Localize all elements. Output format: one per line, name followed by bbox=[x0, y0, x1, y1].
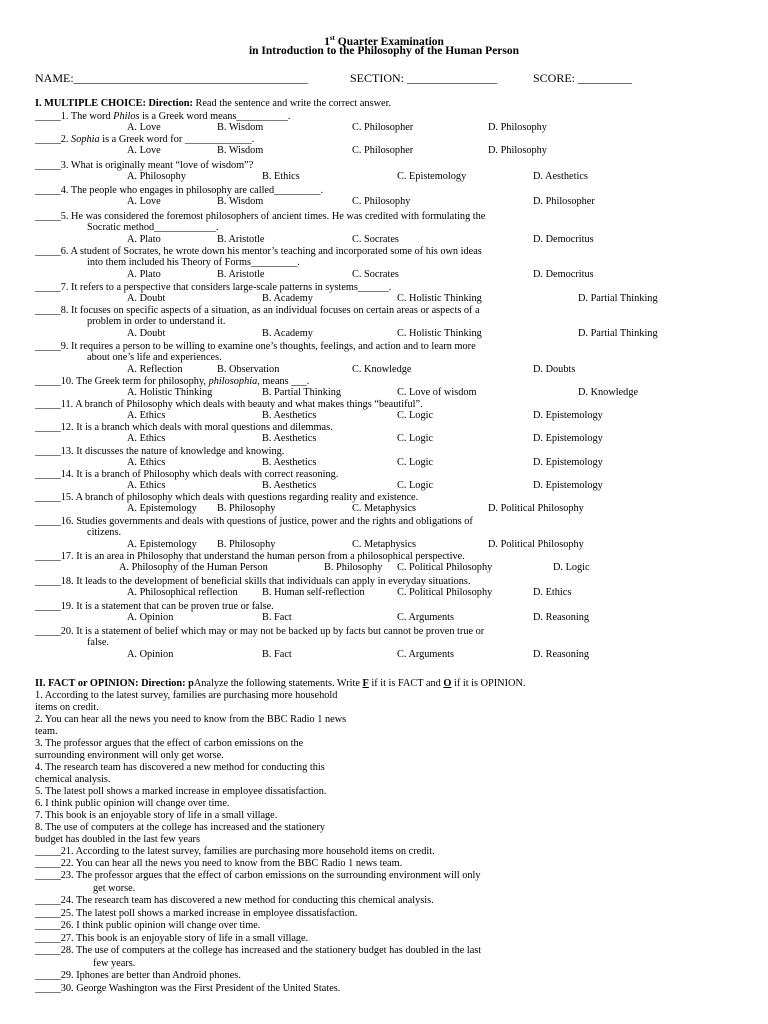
fact-opinion-line-17: get worse. bbox=[93, 883, 136, 894]
question-7-option-c: C. Holistic Thinking bbox=[397, 293, 482, 304]
question-20-option-c: C. Arguments bbox=[397, 649, 455, 660]
fact-opinion-line-13: budget has doubled in the last few years bbox=[35, 834, 200, 845]
question-20-continued: false. bbox=[87, 637, 110, 648]
question-13: _____13. It discusses the nature of knowledge and knowing. bbox=[35, 446, 285, 457]
question-4-option-b: B. Wisdom bbox=[217, 196, 264, 207]
fact-opinion-line-18: _____24. The research team has discovered a new method for conducting this chemical analysis. bbox=[35, 895, 434, 906]
question-12: _____12. It is a branch which deals with moral questions and dilemmas. bbox=[35, 422, 333, 433]
question-1-option-a: A. Love bbox=[127, 122, 161, 133]
fact-opinion-line-25: _____30. George Washington was the First President of the United States. bbox=[35, 983, 341, 994]
fact-opinion-line-15: _____22. You can hear all the news you need to know from the BBC Radio 1 news team. bbox=[35, 858, 403, 869]
question-17-option-a: A. Philosophy of the Human Person bbox=[119, 562, 268, 573]
question-2-option-b: B. Wisdom bbox=[217, 145, 264, 156]
question-16-option-b: B. Philosophy bbox=[217, 539, 276, 550]
question-11-option-c: C. Logic bbox=[397, 410, 434, 421]
question-12-option-d: D. Epistemology bbox=[533, 433, 603, 444]
question-15-option-b: B. Philosophy bbox=[217, 503, 276, 514]
question-14: _____14. It is a branch of Philosophy which deals with correct reasoning. bbox=[35, 469, 339, 480]
fact-opinion-line-10: 6. I think public opinion will change over time. bbox=[35, 798, 230, 809]
question-4-option-a: A. Love bbox=[127, 196, 161, 207]
fact-opinion-line-6: surrounding environment will only get worse. bbox=[35, 750, 224, 761]
question-15-option-d: D. Political Philosophy bbox=[488, 503, 584, 514]
fact-opinion-line-19: _____25. The latest poll shows a marked increase in employee dissatisfaction. bbox=[35, 908, 358, 919]
fact-opinion-line-24: _____29. Iphones are better than Android phones. bbox=[35, 970, 241, 981]
question-11-option-d: D. Epistemology bbox=[533, 410, 603, 421]
question-7: _____7. It refers to a perspective that considers large-scale patterns in systems______. bbox=[35, 282, 392, 293]
question-13-option-a: A. Ethics bbox=[127, 457, 166, 468]
question-10-option-d: D. Knowledge bbox=[578, 387, 639, 398]
question-15-option-a: A. Epistemology bbox=[127, 503, 197, 514]
question-19-option-c: C. Arguments bbox=[397, 612, 455, 623]
fact-opinion-line-4: team. bbox=[35, 726, 58, 737]
fact-opinion-line-14: _____21. According to the latest survey, families are purchasing more household items on credit. bbox=[35, 846, 435, 857]
question-6-option-b: B. Aristotle bbox=[217, 269, 265, 280]
part1-heading: I. MULTIPLE CHOICE: Direction: Read the sentence and write the correct answer. bbox=[35, 98, 392, 109]
question-3-option-d: D. Aesthetics bbox=[533, 171, 588, 182]
question-13-option-d: D. Epistemology bbox=[533, 457, 603, 468]
question-20-option-d: D. Reasoning bbox=[533, 649, 590, 660]
question-15-option-c: C. Metaphysics bbox=[352, 503, 417, 514]
question-9: _____9. It requires a person to be willing to examine one’s thoughts, feelings, and action and to learn more bbox=[35, 341, 476, 352]
question-1-option-c: C. Philosopher bbox=[352, 122, 414, 133]
question-9-option-c: C. Knowledge bbox=[352, 364, 412, 375]
question-6-continued: into them included his Theory of Forms_________. bbox=[87, 257, 300, 268]
question-3: _____3. What is originally meant “love of wisdom”? bbox=[35, 160, 254, 171]
question-8-option-a: A. Doubt bbox=[127, 328, 166, 339]
question-2-option-a: A. Love bbox=[127, 145, 161, 156]
question-6-option-d: D. Democritus bbox=[533, 269, 594, 280]
question-15: _____15. A branch of philosophy which deals with questions regarding reality and existence. bbox=[35, 492, 419, 503]
question-16-option-a: A. Epistemology bbox=[127, 539, 197, 550]
question-14-option-c: C. Logic bbox=[397, 480, 434, 491]
exam-subtitle: in Introduction to the Philosophy of the Human Person bbox=[248, 45, 520, 57]
question-7-option-d: D. Partial Thinking bbox=[578, 293, 658, 304]
question-9-option-a: A. Reflection bbox=[127, 364, 183, 375]
question-14-option-d: D. Epistemology bbox=[533, 480, 603, 491]
fact-opinion-line-16: _____23. The professor argues that the effect of carbon emissions on the surrounding environment will only bbox=[35, 870, 481, 881]
fact-opinion-line-2: items on credit. bbox=[35, 702, 99, 713]
question-5-continued: Socratic method____________. bbox=[87, 222, 219, 233]
fact-opinion-line-8: chemical analysis. bbox=[35, 774, 111, 785]
fact-opinion-line-11: 7. This book is an enjoyable story of life in a small village. bbox=[35, 810, 278, 821]
question-3-option-b: B. Ethics bbox=[262, 171, 300, 182]
question-12-option-b: B. Aesthetics bbox=[262, 433, 317, 444]
question-1-option-b: B. Wisdom bbox=[217, 122, 264, 133]
question-19-option-d: D. Reasoning bbox=[533, 612, 590, 623]
question-3-option-a: A. Philosophy bbox=[127, 171, 186, 182]
question-10-option-c: C. Love of wisdom bbox=[397, 387, 477, 398]
fact-opinion-line-23: few years. bbox=[93, 958, 136, 969]
question-17-option-d: D. Logic bbox=[553, 562, 590, 573]
question-11-option-b: B. Aesthetics bbox=[262, 410, 317, 421]
question-11-option-a: A. Ethics bbox=[127, 410, 166, 421]
question-19-option-b: B. Fact bbox=[262, 612, 292, 623]
question-5-option-b: B. Aristotle bbox=[217, 234, 265, 245]
question-12-option-c: C. Logic bbox=[397, 433, 434, 444]
question-1: _____1. The word Philos is a Greek word means__________. bbox=[35, 111, 291, 122]
question-5-option-c: C. Socrates bbox=[352, 234, 399, 245]
question-18-option-b: B. Human self-reflection bbox=[262, 587, 365, 598]
question-12-option-a: A. Ethics bbox=[127, 433, 166, 444]
question-16-option-d: D. Political Philosophy bbox=[488, 539, 584, 550]
question-14-option-a: A. Ethics bbox=[127, 480, 166, 491]
fact-opinion-line-9: 5. The latest poll shows a marked increase in employee dissatisfaction. bbox=[35, 786, 327, 797]
question-9-option-b: B. Observation bbox=[217, 364, 280, 375]
question-13-option-c: C. Logic bbox=[397, 457, 434, 468]
question-4: _____4. The people who engages in philosophy are called_________. bbox=[35, 185, 324, 196]
question-18-option-c: C. Political Philosophy bbox=[397, 587, 493, 598]
question-8-option-d: D. Partial Thinking bbox=[578, 328, 658, 339]
question-5-option-d: D. Democritus bbox=[533, 234, 594, 245]
question-20: _____20. It is a statement of belief which may or may not be backed up by facts but cannot be proven true or bbox=[35, 626, 485, 637]
question-10: _____10. The Greek term for philosophy, philosophia, means ___. bbox=[35, 376, 310, 387]
question-4-option-c: C. Philosophy bbox=[352, 196, 411, 207]
question-3-option-c: C. Epistemology bbox=[397, 171, 467, 182]
question-8: _____8. It focuses on specific aspects of a situation, as an individual focuses on certain areas or aspects of a bbox=[35, 305, 480, 316]
question-18-option-d: D. Ethics bbox=[533, 587, 572, 598]
fact-opinion-line-3: 2. You can hear all the news you need to know from the BBC Radio 1 news bbox=[35, 714, 347, 725]
question-17-option-c: C. Political Philosophy bbox=[397, 562, 493, 573]
fact-opinion-line-20: _____26. I think public opinion will change over time. bbox=[35, 920, 261, 931]
question-5: _____5. He was considered the foremost philosophers of ancient times. He was credited with formulating the bbox=[35, 211, 486, 222]
question-10-option-b: B. Partial Thinking bbox=[262, 387, 342, 398]
question-16-option-c: C. Metaphysics bbox=[352, 539, 417, 550]
question-18-option-a: A. Philosophical reflection bbox=[127, 587, 238, 598]
fact-opinion-line-21: _____27. This book is an enjoyable story of life in a small village. bbox=[35, 933, 309, 944]
question-20-option-a: A. Opinion bbox=[127, 649, 174, 660]
question-13-option-b: B. Aesthetics bbox=[262, 457, 317, 468]
question-8-option-b: B. Academy bbox=[262, 328, 313, 339]
question-5-option-a: A. Plato bbox=[127, 234, 161, 245]
question-20-option-b: B. Fact bbox=[262, 649, 292, 660]
question-9-option-d: D. Doubts bbox=[533, 364, 576, 375]
question-11: _____11. A branch of Philosophy which deals with beauty and what makes things “beautiful”. bbox=[35, 399, 423, 410]
fact-opinion-line-22: _____28. The use of computers at the college has increased and the stationery budget has doubled in the last bbox=[35, 945, 482, 956]
question-17: _____17. It is an area in Philosophy that understand the human person from a philosophical perspective. bbox=[35, 551, 465, 562]
question-19: _____19. It is a statement that can be proven true or false. bbox=[35, 601, 274, 612]
question-6: _____6. A student of Socrates, he wrote down his mentor’s teaching and incorporated some of his own ideas bbox=[35, 246, 482, 257]
question-19-option-a: A. Opinion bbox=[127, 612, 174, 623]
question-16: _____16. Studies governments and deals with questions of justice, power and the rights and obligations of bbox=[35, 516, 473, 527]
fact-opinion-line-7: 4. The research team has discovered a new method for conducting this bbox=[35, 762, 325, 773]
fact-opinion-line-1: 1. According to the latest survey, families are purchasing more household bbox=[35, 690, 338, 701]
question-7-option-b: B. Academy bbox=[262, 293, 313, 304]
part2-heading: II. FACT or OPINION: Direction: pAnalyze the following statements. Write F if it is FACT and O if it is OPINION. bbox=[35, 678, 526, 689]
question-17-option-b: B. Philosophy bbox=[324, 562, 383, 573]
name-field: NAME:_______________________________________ bbox=[35, 71, 308, 85]
question-1-option-d: D. Philosophy bbox=[488, 122, 547, 133]
question-16-continued: citizens. bbox=[87, 527, 122, 538]
exam-title: 1st Quarter Examination bbox=[324, 34, 444, 48]
question-18: _____18. It leads to the development of beneficial skills that individuals can apply in everyday situations. bbox=[35, 576, 471, 587]
fact-opinion-line-12: 8. The use of computers at the college has increased and the stationery bbox=[35, 822, 326, 833]
question-14-option-b: B. Aesthetics bbox=[262, 480, 317, 491]
score-field: SCORE: _________ bbox=[533, 71, 633, 85]
section-field: SECTION: _______________ bbox=[350, 71, 497, 85]
question-2-option-c: C. Philosopher bbox=[352, 145, 414, 156]
question-8-continued: problem in order to understand it. bbox=[87, 316, 226, 327]
question-9-continued: about one’s life and experiences. bbox=[87, 352, 222, 363]
fact-opinion-line-5: 3. The professor argues that the effect of carbon emissions on the bbox=[35, 738, 304, 749]
question-6-option-a: A. Plato bbox=[127, 269, 161, 280]
question-6-option-c: C. Socrates bbox=[352, 269, 399, 280]
question-4-option-d: D. Philosopher bbox=[533, 196, 595, 207]
question-8-option-c: C. Holistic Thinking bbox=[397, 328, 482, 339]
question-2: _____2. Sophia is a Greek word for _____________. bbox=[35, 134, 255, 145]
question-10-option-a: A. Holistic Thinking bbox=[127, 387, 213, 398]
question-2-option-d: D. Philosophy bbox=[488, 145, 547, 156]
question-7-option-a: A. Doubt bbox=[127, 293, 166, 304]
